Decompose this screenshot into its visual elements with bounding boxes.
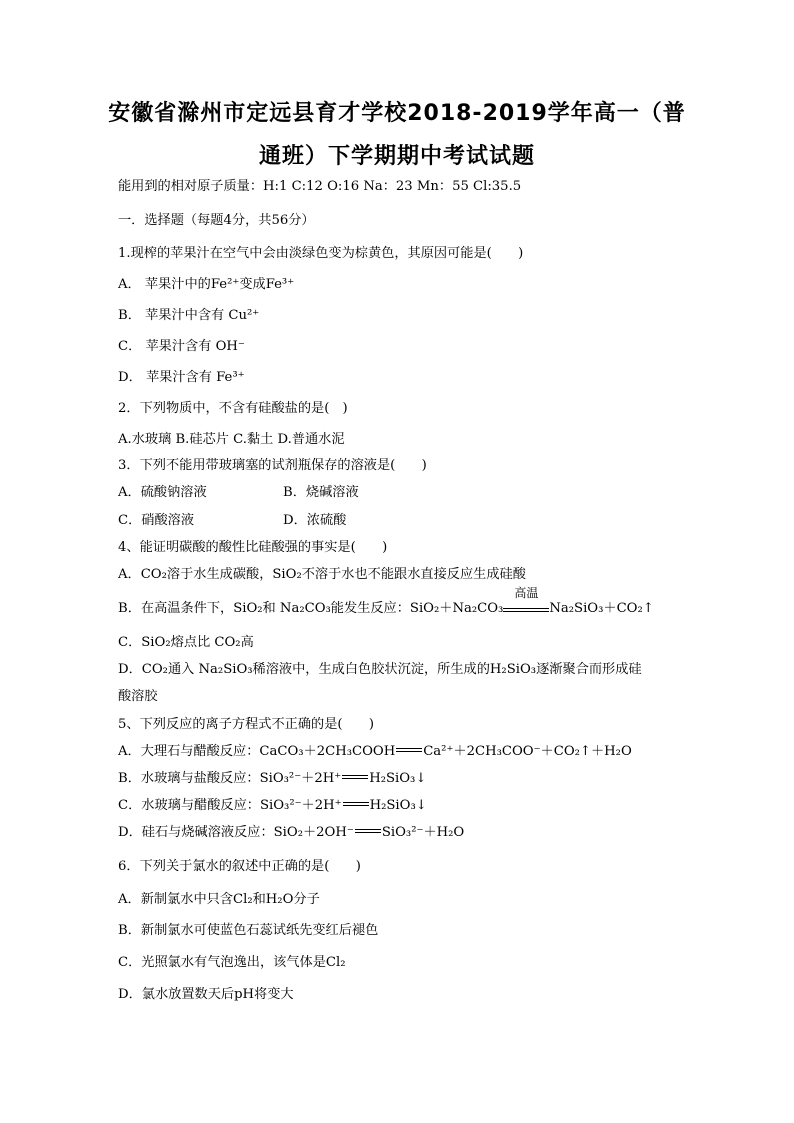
question-2-stem: 2．下列物质中，不含有硅酸盐的是( ) bbox=[118, 401, 348, 416]
question-6-stem: 6．下列关于氯水的叙述中正确的是( ) bbox=[118, 859, 361, 874]
question-3-option-c: C．硝酸溶液 bbox=[118, 513, 195, 528]
equals-sign bbox=[503, 608, 549, 612]
question-2-options: A.水玻璃 B.硅芯片 C.黏土 D.普通水泥 bbox=[118, 432, 345, 447]
question-6-option-a: A．新制氯水中只含Cl₂和H₂O分子 bbox=[118, 892, 320, 907]
question-6-option-c: C．光照氯水有气泡逸出，该气体是Cl₂ bbox=[118, 955, 346, 970]
question-3-option-d: D．浓硫酸 bbox=[283, 513, 347, 528]
question-1-stem: 1.现榨的苹果汁在空气中会由淡绿色变为棕黄色，其原因可能是( ) bbox=[118, 246, 524, 261]
question-4-option-d-line-1: D．CO₂通入 Na₂SiO₃稀溶液中，生成白色胶状沉淀，所生成的H₂SiO₃逐渐聚合而形成硅 bbox=[118, 662, 642, 677]
equals-sign bbox=[396, 748, 422, 752]
question-3-stem: 3．下列不能用带玻璃塞的试剂瓶保存的溶液是( ) bbox=[118, 458, 427, 473]
question-5-option-a-right: Ca²⁺＋2CH₃COO⁻＋CO₂↑＋H₂O bbox=[423, 744, 632, 759]
question-6-option-d: D．氯水放置数天后pH将变大 bbox=[118, 987, 294, 1002]
question-3-option-b: B．烧碱溶液 bbox=[283, 485, 359, 500]
question-5-option-c bbox=[118, 797, 427, 815]
section-heading: 一．选择题（每题4分，共56分） bbox=[118, 213, 315, 228]
question-6-option-b: B．新制氯水可使蓝色石蕊试纸先变红后褪色 bbox=[118, 923, 379, 938]
question-4-option-b-products: Na₂SiO₃＋CO₂↑ bbox=[549, 601, 654, 616]
question-1-option-d: D． 苹果汁含有 Fe³⁺ bbox=[118, 370, 245, 385]
question-4-option-c: C．SiO₂熔点比 CO₂高 bbox=[118, 635, 254, 650]
question-5-option-c-right: H₂SiO₃↓ bbox=[369, 798, 427, 813]
condition-label: 高温 bbox=[514, 586, 539, 600]
question-5-stem: 5、下列反应的离子方程式不正确的是( ) bbox=[118, 717, 375, 732]
atomic-mass-note: 能用到的相对原子质量：H:1 C:12 O:16 Na：23 Mn：55 Cl:35.5 bbox=[118, 179, 522, 194]
question-5-option-b-right: H₂SiO₃↓ bbox=[369, 771, 427, 786]
question-4-stem: 4、能证明碳酸的酸性比硅酸强的事实是( ) bbox=[118, 540, 388, 555]
equals-sign bbox=[355, 829, 381, 833]
equals-sign bbox=[343, 802, 369, 806]
question-4-option-b-text: B．在高温条件下，SiO₂和 Na₂CO₃能发生反应：SiO₂＋Na₂CO₃ bbox=[118, 601, 504, 616]
page-title-line-2: 通班）下学期期中考试试题 bbox=[258, 144, 535, 169]
question-5-option-d-right: SiO₃²⁻＋H₂O bbox=[381, 825, 465, 840]
question-4-option-a: A．CO₂溶于水生成碳酸，SiO₂不溶于水也不能跟水直接反应生成硅酸 bbox=[118, 567, 526, 582]
question-5-option-c-left: C．水玻璃与醋酸反应：SiO₃²⁻＋2H⁺ bbox=[118, 798, 342, 813]
question-1-option-a: A． 苹果汁中的Fe²⁺变成Fe³⁺ bbox=[118, 277, 295, 292]
question-5-option-a bbox=[118, 743, 632, 761]
question-4-option-b bbox=[118, 586, 654, 618]
page-title-line-1: 安徽省滁州市定远县育才学校2018-2019学年高一（普 bbox=[108, 101, 686, 126]
question-5-option-b bbox=[118, 770, 426, 788]
question-4-option-d-line-2: 酸溶胶 bbox=[118, 689, 158, 704]
question-5-option-d bbox=[118, 824, 464, 842]
question-3-option-a: A．硫酸钠溶液 bbox=[118, 485, 207, 500]
high-temperature-condition bbox=[503, 586, 549, 612]
question-5-option-b-left: B．水玻璃与盐酸反应：SiO₃²⁻＋2H⁺ bbox=[118, 771, 342, 786]
question-1-option-b: B． 苹果汁中含有 Cu²⁺ bbox=[118, 308, 260, 323]
question-1-option-c: C． 苹果汁含有 OH⁻ bbox=[118, 339, 245, 354]
question-5-option-d-left: D．硅石与烧碱溶液反应：SiO₂＋2OH⁻ bbox=[118, 825, 354, 840]
question-5-option-a-left: A．大理石与醋酸反应：CaCO₃＋2CH₃COOH bbox=[118, 744, 396, 759]
equals-sign bbox=[342, 775, 368, 779]
